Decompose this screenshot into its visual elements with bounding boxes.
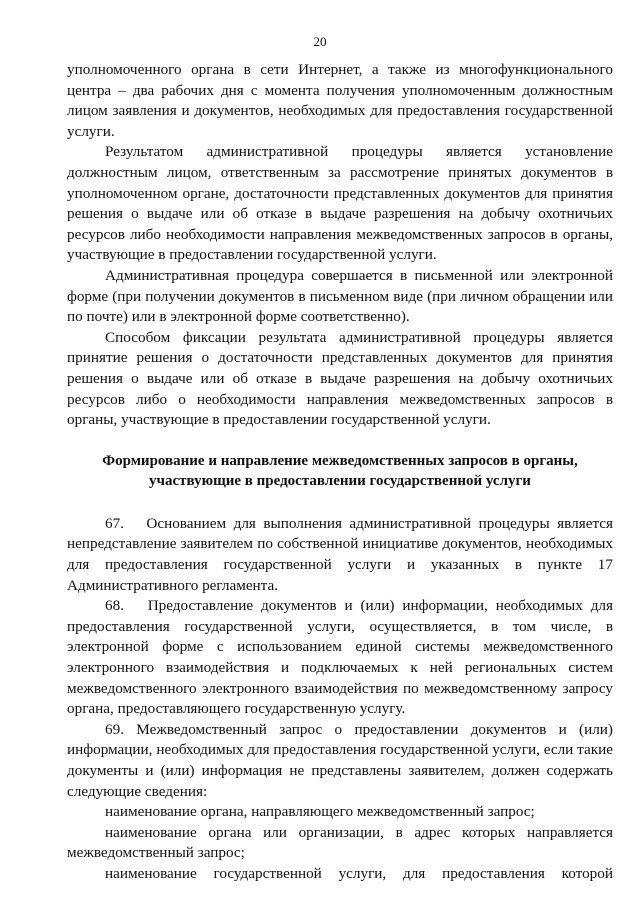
paragraph-68: 68. Предоставление документов и (или) информации, необходимых для предоставления государственной услуги, осуществляется, в том числе, в электронной форме с использованием единой системы межведомственного электронного взаимодействия и подключаемых к ней региональных систем межведомственного электронного взаимодействия по межведомственному запросу органа, предоставляющего государственную услугу.	[67, 597, 613, 718]
section-heading	[67, 451, 613, 492]
paragraph: Результатом административной процедуры является установление должностным лицом, ответственным за рассмотрение принятых документов в уполномоченном органе, достаточности представленных документов для принятия решения о выдаче или об отказе в выдаче разрешения на добычу охотничьих ресурсов либо необходимости направления межведомственных запросов в органы, участвующие в предоставлении государственной услуги.	[67, 143, 613, 264]
section-heading-line-1: Формирование и направление межведомственных запросов в органы,	[102, 452, 578, 469]
page-number: 20	[313, 34, 327, 49]
list-item: наименование государственной услуги, для предоставления которой	[105, 864, 613, 882]
section-heading-line-2: участвующие в предоставлении государственной услуги	[149, 473, 531, 490]
paragraph: уполномоченного органа в сети Интернет, а также из многофункционального центра – два рабочих дня с момента получения уполномоченным должностным лицом заявления и документов, необходимых для предоставления государственной услуги.	[67, 61, 613, 140]
paragraph-69: 69. Межведомственный запрос о предоставлении документов и (или) информации, необходимых для предоставления государственной услуги, если такие документы и (или) информация не представлены заявителем, должен содержать следующие сведения:	[67, 720, 613, 800]
paragraph: Административная процедура совершается в письменной или электронной форме (при получении документов в письменном виде (при личном обращении или по почте) или в электронной форме соответственно).	[67, 266, 613, 326]
paragraph-67: 67. Основанием для выполнения административной процедуры является непредставление заявителем по собственной инициативе документов, необходимых для предоставления государственной услуги и указанных в пункте 17 Административного регламента.	[67, 514, 613, 594]
list-item: наименование органа, направляющего межведомственный запрос;	[105, 803, 535, 821]
paragraph: Способом фиксации результата административной процедуры является принятие решения о достаточности представленных документов для принятия решения о выдаче или об отказе в выдаче разрешения на добычу охотничьих ресурсов либо о необходимости направления межведомственных запросов в органы, участвующие в предоставлении государственной услуги.	[67, 328, 613, 429]
list-item: наименование органа или организации, в адрес которых направляется межведомственный запрос;	[67, 823, 613, 862]
document-body	[67, 60, 613, 885]
